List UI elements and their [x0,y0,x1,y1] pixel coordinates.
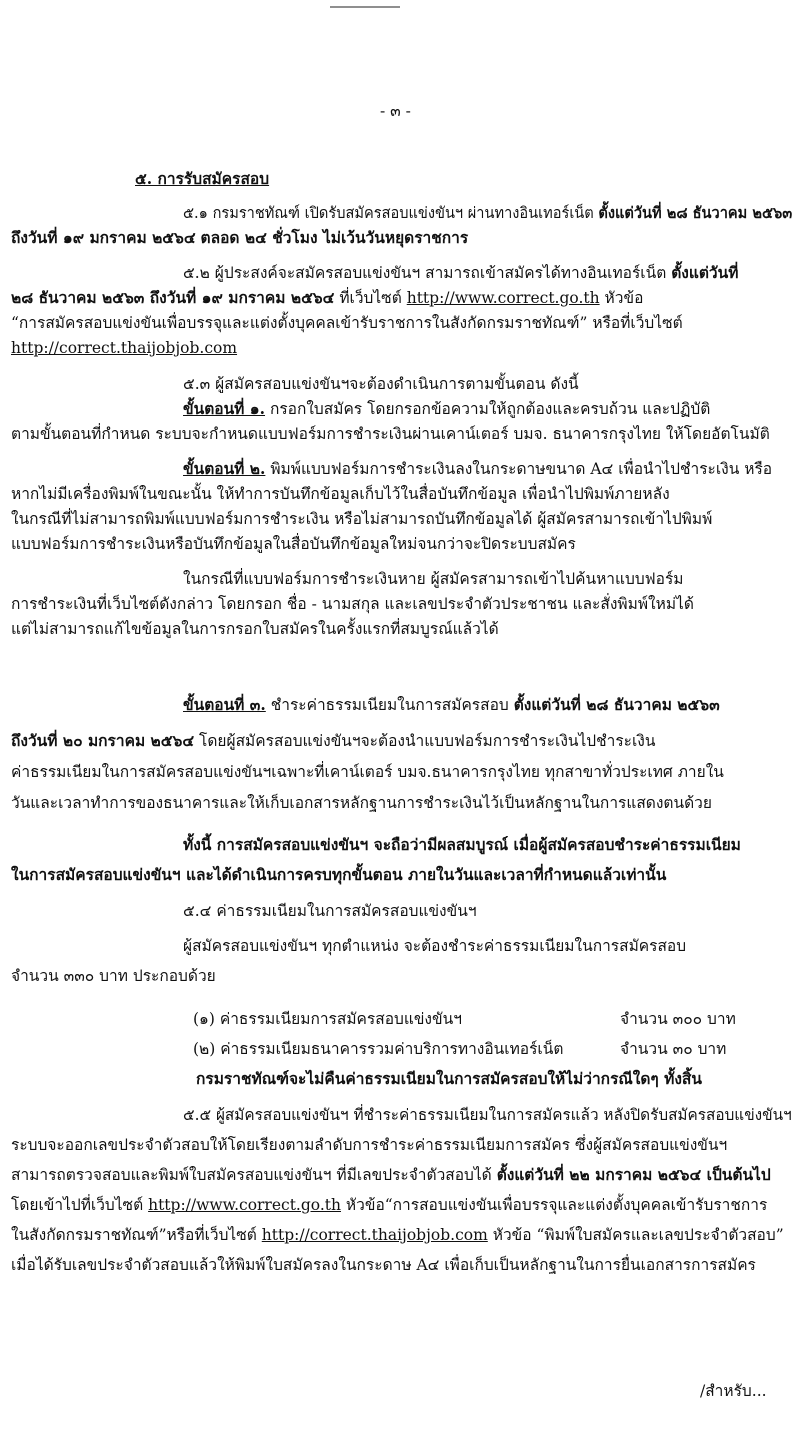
step-1-line-2: ตามขั้นตอนที่กำหนด ระบบจะกำหนดแบบฟอร์มการชำระเงินผ่านเคาน์เตอร์ บมจ. ธนาคารกรุงไทย ให้โดยอัตโนมัติ [11,425,770,443]
paragraph-5-3-intro: ๕.๓ ผู้สมัครสอบแข่งขันฯจะต้องดำเนินการตามขั้นตอน ดังนี้ [183,375,579,393]
step-3-text-b: โดยผู้สมัครสอบแข่งขันฯจะต้องนำแบบฟอร์มการชำระเงินไปชำระเงิน [199,732,656,750]
completion-note-line-2: ในการสมัครสอบแข่งขันฯ และได้ดำเนินการครบทุกขั้นตอน ภายในวันและเวลาที่กำหนดแล้วเท่านั้น [11,865,667,884]
fee-row-1-amount: จำนวน ๓๐๐ บาท [620,1010,736,1028]
step-3-text: ชำระค่าธรรมเนียมในการสมัครสอบ [270,696,509,714]
paragraph-5-5-line-4 [11,1194,767,1216]
step-3-line-1 [183,694,720,716]
step-3-line-3: ค่าธรรมเนียมในการสมัครสอบแข่งขันฯเฉพาะที่เคาน์เตอร์ บมจ.ธนาคารกรุงไทย ทุกสาขาทั่วประเทศ ภายใน [11,763,724,781]
p52-text-b: ตั้งแต่วันที่ [671,263,739,282]
paragraph-5-5-line-6: เมื่อได้รับเลขประจำตัวสอบแล้วให้พิมพ์ใบสมัครลงในกระดาษ A๔ เพื่อเก็บเป็นหลักฐานในการยื่นเอกสารการสมัคร [11,1256,756,1274]
paragraph-5-5-line-5 [11,1224,784,1246]
lost-form-line-2: การชำระเงินที่เว็บไซต์ดังกล่าว โดยกรอก ชื่อ - นามสกุล และเลขประจำตัวประชาชน และสั่งพิมพ์ใหม่ได้ [11,595,694,613]
thaijobjob-link-2[interactable]: http://correct.thaijobjob.com [261,1226,488,1244]
step-3-label: ขั้นตอนที่ ๓. [183,695,266,714]
fee-row-1-label: (๑) ค่าธรรมเนียมการสมัครสอบแข่งขันฯ [193,1010,462,1028]
p52-topic-label: หัวข้อ [604,289,644,307]
lost-form-line-3: แต่ไม่สามารถแก้ไขข้อมูลในการกรอกใบสมัครในครั้งแรกที่สมบูรณ์แล้วได้ [11,620,499,638]
scan-top-mark [330,0,400,8]
step-3-date-start: ตั้งแต่วันที่ ๒๘ ธันวาคม ๒๕๖๓ [513,695,720,714]
paragraph-5-1-line-1 [183,202,792,224]
fee-row-2-amount: จำนวน ๓๐ บาท [620,1040,727,1058]
step-2-line-3: ในกรณีที่ไม่สามารถพิมพ์แบบฟอร์มการชำระเงิน หรือไม่สามารถบันทึกข้อมูลได้ ผู้สมัครสามารถเข้าไปพิมพ์ [11,510,713,528]
p52-website-label: ที่เว็บไซต์ [339,289,402,307]
no-refund-notice: กรมราชทัณฑ์จะไม่คืนค่าธรรมเนียมในการสมัครสอบให้ไม่ว่ากรณีใดๆ ทั้งสิ้น [196,1069,702,1088]
step-3-line-4: วันและเวลาทำการของธนาคารและให้เก็บเอกสารหลักฐานการชำระเงินไว้เป็นหลักฐานในการแสดงตนด้วย [11,794,712,812]
paragraph-5-2-line-1 [183,262,738,284]
p55-text-a: สามารถตรวจสอบและพิมพ์ใบสมัครสอบแข่งขันฯ ที่มีเลขประจำตัวสอบได้ [11,1166,492,1184]
p55-topic-2: หัวข้อ “พิมพ์ใบสมัครและเลขประจำตัวสอบ” [492,1226,784,1244]
step-2-label: ขั้นตอนที่ ๒. [183,459,266,478]
page-number: - ๓ - [380,102,411,120]
paragraph-5-4-line-2: จำนวน ๓๓๐ บาท ประกอบด้วย [11,967,216,985]
paragraph-5-1-line-2 [11,227,468,249]
paragraph-5-5-line-1: ๕.๕ ผู้สมัครสอบแข่งขันฯ ที่ชำระค่าธรรมเนียมในการสมัครแล้ว หลังปิดรับสมัครสอบแข่งขันฯ [183,1106,792,1124]
correct-go-th-link-2[interactable]: http://www.correct.go.th [148,1196,341,1214]
step-2-text: พิมพ์แบบฟอร์มการชำระเงินลงในกระดาษขนาด A๔ เพื่อนำไปชำระเงิน หรือ [270,460,773,478]
paragraph-5-2-line-2 [11,287,643,309]
step-1-text: กรอกใบสมัคร โดยกรอกข้อความให้ถูกต้องและครบถ้วน และปฏิบัติ [269,400,711,418]
completion-note-line-1: ทั้งนี้ การสมัครสอบแข่งขันฯ จะถือว่ามีผลสมบูรณ์ เมื่อผู้สมัครสอบชำระค่าธรรมเนียม [183,835,741,854]
step-2-line-2: หากไม่มีเครื่องพิมพ์ในขณะนั้น ให้ทำการบันทึกข้อมูลเก็บไว้ในสื่อบันทึกข้อมูล เพื่อนำไปพิมพ์ภายหลัง [11,485,670,503]
continuation-marker: /สำหรับ... [700,1382,767,1400]
step-3-line-2 [11,730,655,752]
step-1-label: ขั้นตอนที่ ๑. [183,399,266,418]
step-3-date-end: ถึงวันที่ ๒๐ มกราคม ๒๕๖๔ [11,731,195,750]
paragraph-5-5-line-3 [11,1164,771,1186]
paragraph-5-5-line-2: ระบบจะออกเลขประจำตัวสอบให้โดยเรียงตามลำดับการชำระค่าธรรมเนียมการสมัคร ซึ่งผู้สมัครสอบแข่งขันฯ [11,1136,728,1154]
p51-text-a: ๕.๑ กรมราชทัณฑ์ เปิดรับสมัครสอบแข่งขันฯ ผ่านทางอินเทอร์เน็ต [183,204,594,222]
p55-website-label: โดยเข้าไปที่เว็บไซต์ [11,1196,144,1214]
step-1-line-1 [183,398,710,420]
p52-date-range: ๒๘ ธันวาคม ๒๕๖๓ ถึงวันที่ ๑๙ มกราคม ๒๕๖๔ [11,288,335,307]
p55-date: ตั้งแต่วันที่ ๒๒ มกราคม ๒๕๖๔ เป็นต้นไป [496,1165,771,1184]
paragraph-5-4-heading: ๕.๔ ค่าธรรมเนียมในการสมัครสอบแข่งขันฯ [183,902,477,920]
fee-row-2-label: (๒) ค่าธรรมเนียมธนาคารรวมค่าบริการทางอินเทอร์เน็ต [193,1040,564,1058]
paragraph-5-4-line-1: ผู้สมัครสอบแข่งขันฯ ทุกตำแหน่ง จะต้องชำระค่าธรรมเนียมในการสมัครสอบ [183,937,687,955]
correct-go-th-link[interactable]: http://www.correct.go.th [406,289,600,307]
paragraph-5-2-line-3: “การสมัครสอบแข่งขันเพื่อบรรจุและแต่งตั้งบุคคลเข้ารับราชการในสังกัดกรมราชทัณฑ์” หรือที่เว็บไซต์ [11,314,683,332]
p51-date-end: ถึงวันที่ ๑๙ มกราคม ๒๕๖๔ [11,228,196,247]
lost-form-line-1: ในกรณีที่แบบฟอร์มการชำระเงินหาย ผู้สมัครสามารถเข้าไปค้นหาแบบฟอร์ม [183,570,684,588]
p55-text-b: ในสังกัดกรมราชทัณฑ์”หรือที่เว็บไซต์ [11,1226,257,1244]
step-2-line-1 [183,458,772,480]
p52-text-a: ๕.๒ ผู้ประสงค์จะสมัครสอบแข่งขันฯ สามารถเข้าสมัครได้ทางอินเทอร์เน็ต [183,264,667,282]
p55-topic: หัวข้อ“การสอบแข่งขันเพื่อบรรจุและแต่งตั้งบุคคลเข้ารับราชการ [345,1196,768,1214]
step-2-line-4: แบบฟอร์มการชำระเงินหรือบันทึกข้อมูลในสื่อบันทึกข้อมูลใหม่จนกว่าจะปิดระบบสมัคร [11,535,576,553]
section-heading: ๕. การรับสมัครสอบ [135,169,270,188]
p51-text-b: ตลอด ๒๔ ชั่วโมง ไม่เว้นวันหยุดราชการ [200,228,469,247]
thaijobjob-link[interactable]: http://correct.thaijobjob.com [11,339,238,357]
p51-date-start: ตั้งแต่วันที่ ๒๘ ธันวาคม ๒๕๖๓ [598,203,793,222]
